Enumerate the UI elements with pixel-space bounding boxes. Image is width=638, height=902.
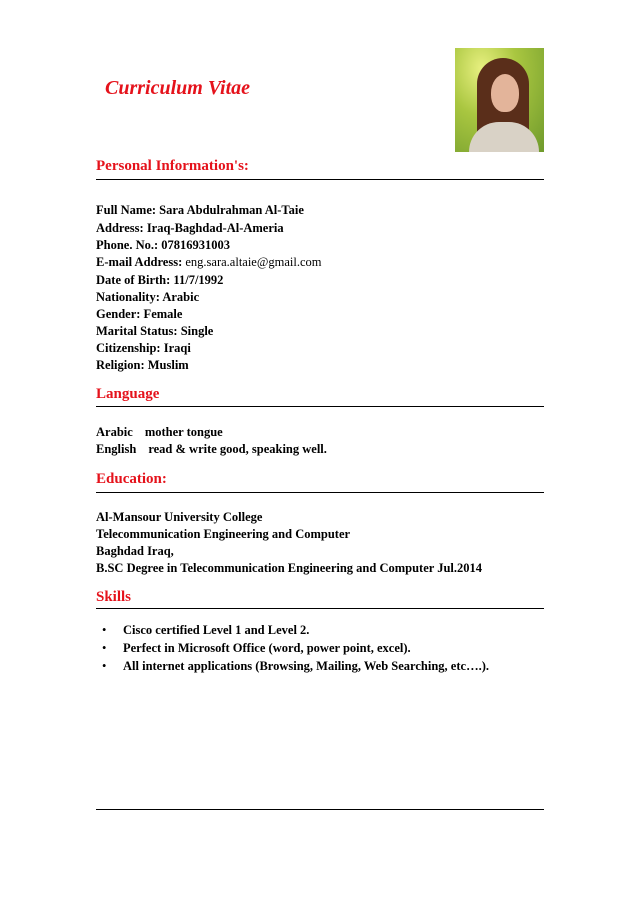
nationality: Nationality: Arabic	[96, 290, 200, 304]
gender: Gender: Female	[96, 307, 183, 321]
education-line: Telecommunication Engineering and Computer	[96, 527, 351, 541]
religion: Religion: Muslim	[96, 358, 189, 372]
cv-title: Curriculum Vitae	[105, 77, 251, 99]
language-name: Arabic	[96, 425, 133, 439]
language-level: read & write good, speaking well.	[148, 442, 327, 456]
education-heading: Education:	[96, 471, 167, 487]
email-row	[96, 254, 321, 270]
language-rule	[96, 406, 544, 407]
language-heading: Language	[96, 386, 160, 402]
education-line: Al-Mansour University College	[96, 510, 263, 524]
date-of-birth: Date of Birth: 11/7/1992	[96, 273, 224, 287]
education-line: B.SC Degree in Telecommunication Engineering and Computer Jul.2014	[96, 561, 483, 575]
footer-rule	[96, 809, 544, 810]
personal-rule	[96, 179, 544, 180]
language-level: mother tongue	[144, 425, 223, 439]
full-name: Full Name: Sara Abdulrahman Al-Taie	[96, 203, 304, 217]
bullet-icon: •	[102, 659, 107, 673]
address: Address: Iraq-Baghdad-Al-Ameria	[96, 221, 284, 235]
email-label: E-mail Address:	[96, 255, 183, 269]
skill-item: • Perfect in Microsoft Office (word, power point, excel).	[102, 641, 411, 655]
skills-rule	[96, 608, 544, 609]
marital-status: Marital Status: Single	[96, 324, 214, 338]
phone: Phone. No.: 07816931003	[96, 238, 231, 252]
education-line: Baghdad Iraq,	[96, 544, 174, 558]
profile-photo	[455, 48, 544, 152]
personal-heading: Personal Information's:	[96, 158, 249, 174]
language-name: English	[96, 442, 137, 456]
bullet-icon: •	[102, 623, 107, 637]
skills-list	[102, 621, 489, 675]
language-row-arabic	[96, 424, 223, 440]
photo-face	[491, 74, 519, 112]
education-rule	[96, 492, 544, 493]
skill-item: • Cisco certified Level 1 and Level 2.	[102, 623, 310, 637]
language-row-english	[96, 441, 327, 457]
bullet-icon: •	[102, 641, 107, 655]
email-value: eng.sara.altaie@gmail.com	[185, 255, 322, 269]
skills-heading: Skills	[96, 589, 132, 605]
citizenship: Citizenship: Iraqi	[96, 341, 191, 355]
skill-item: • All internet applications (Browsing, Mailing, Web Searching, etc….).	[102, 659, 489, 673]
